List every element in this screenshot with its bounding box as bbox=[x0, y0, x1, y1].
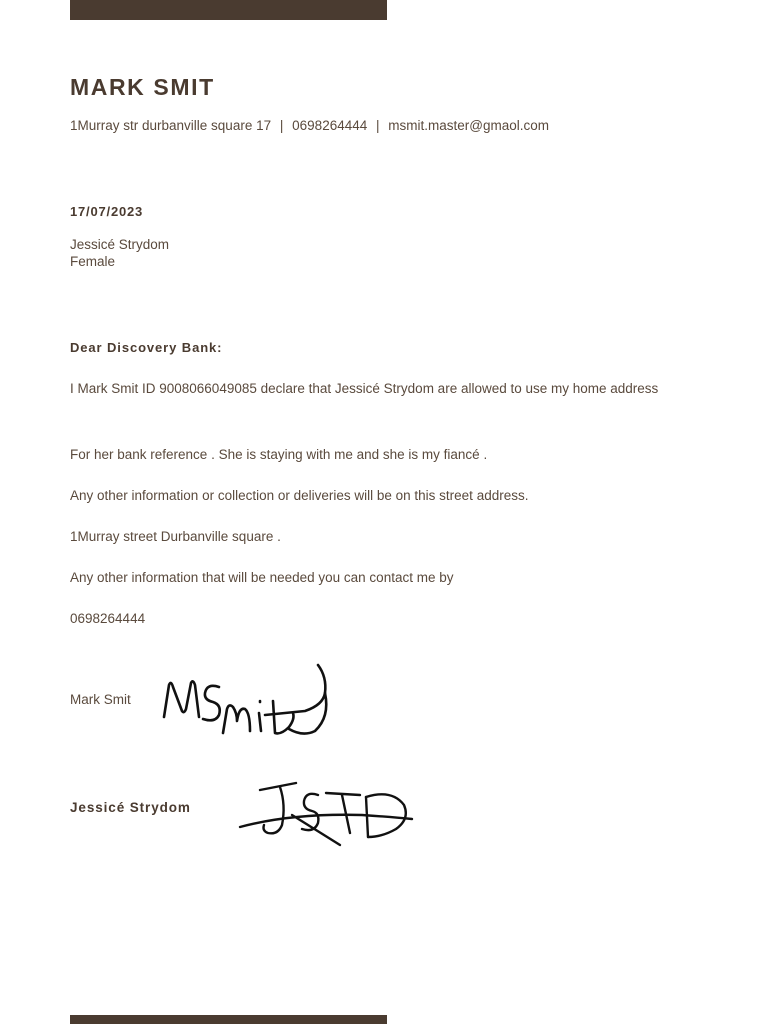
signatory-name-mark: Mark Smit bbox=[70, 692, 131, 707]
sender-address: 1Murray str durbanville square 17 bbox=[70, 118, 272, 133]
body-paragraph: For her bank reference . She is staying with me and she is my fiancé . bbox=[70, 447, 488, 462]
contact-phone-paragraph: 0698264444 bbox=[70, 611, 146, 626]
top-decorative-bar bbox=[70, 0, 387, 20]
signature-jessice-strydom bbox=[232, 775, 417, 855]
salutation: Dear Discovery Bank: bbox=[70, 340, 223, 355]
separator: | bbox=[376, 118, 380, 133]
signatory-name-jessice: Jessicé Strydom bbox=[70, 800, 191, 815]
letter-date: 17/07/2023 bbox=[70, 204, 144, 219]
recipient-block bbox=[70, 236, 169, 270]
body-paragraph: Any other information or collection or deliveries will be on this street address. bbox=[70, 488, 529, 503]
separator: | bbox=[279, 118, 284, 133]
sender-name: MARK SMIT bbox=[70, 74, 215, 100]
body-paragraph: 1Murray street Durbanville square . bbox=[70, 529, 281, 544]
recipient-name: Jessicé Strydom bbox=[70, 237, 170, 252]
sender-contact-line bbox=[70, 118, 549, 133]
signature-mark-smit bbox=[155, 655, 340, 745]
body-paragraph: I Mark Smit ID 9008066049085 declare that Jessicé Strydom are allowed to use my home address bbox=[70, 381, 659, 396]
recipient-gender: Female bbox=[70, 254, 116, 269]
body-paragraph: Any other information that will be needed you can contact me by bbox=[70, 570, 454, 585]
sender-email: msmit.master@gmaol.com bbox=[388, 118, 550, 133]
sender-phone: 0698264444 bbox=[292, 118, 368, 133]
bottom-decorative-bar bbox=[70, 1015, 387, 1024]
